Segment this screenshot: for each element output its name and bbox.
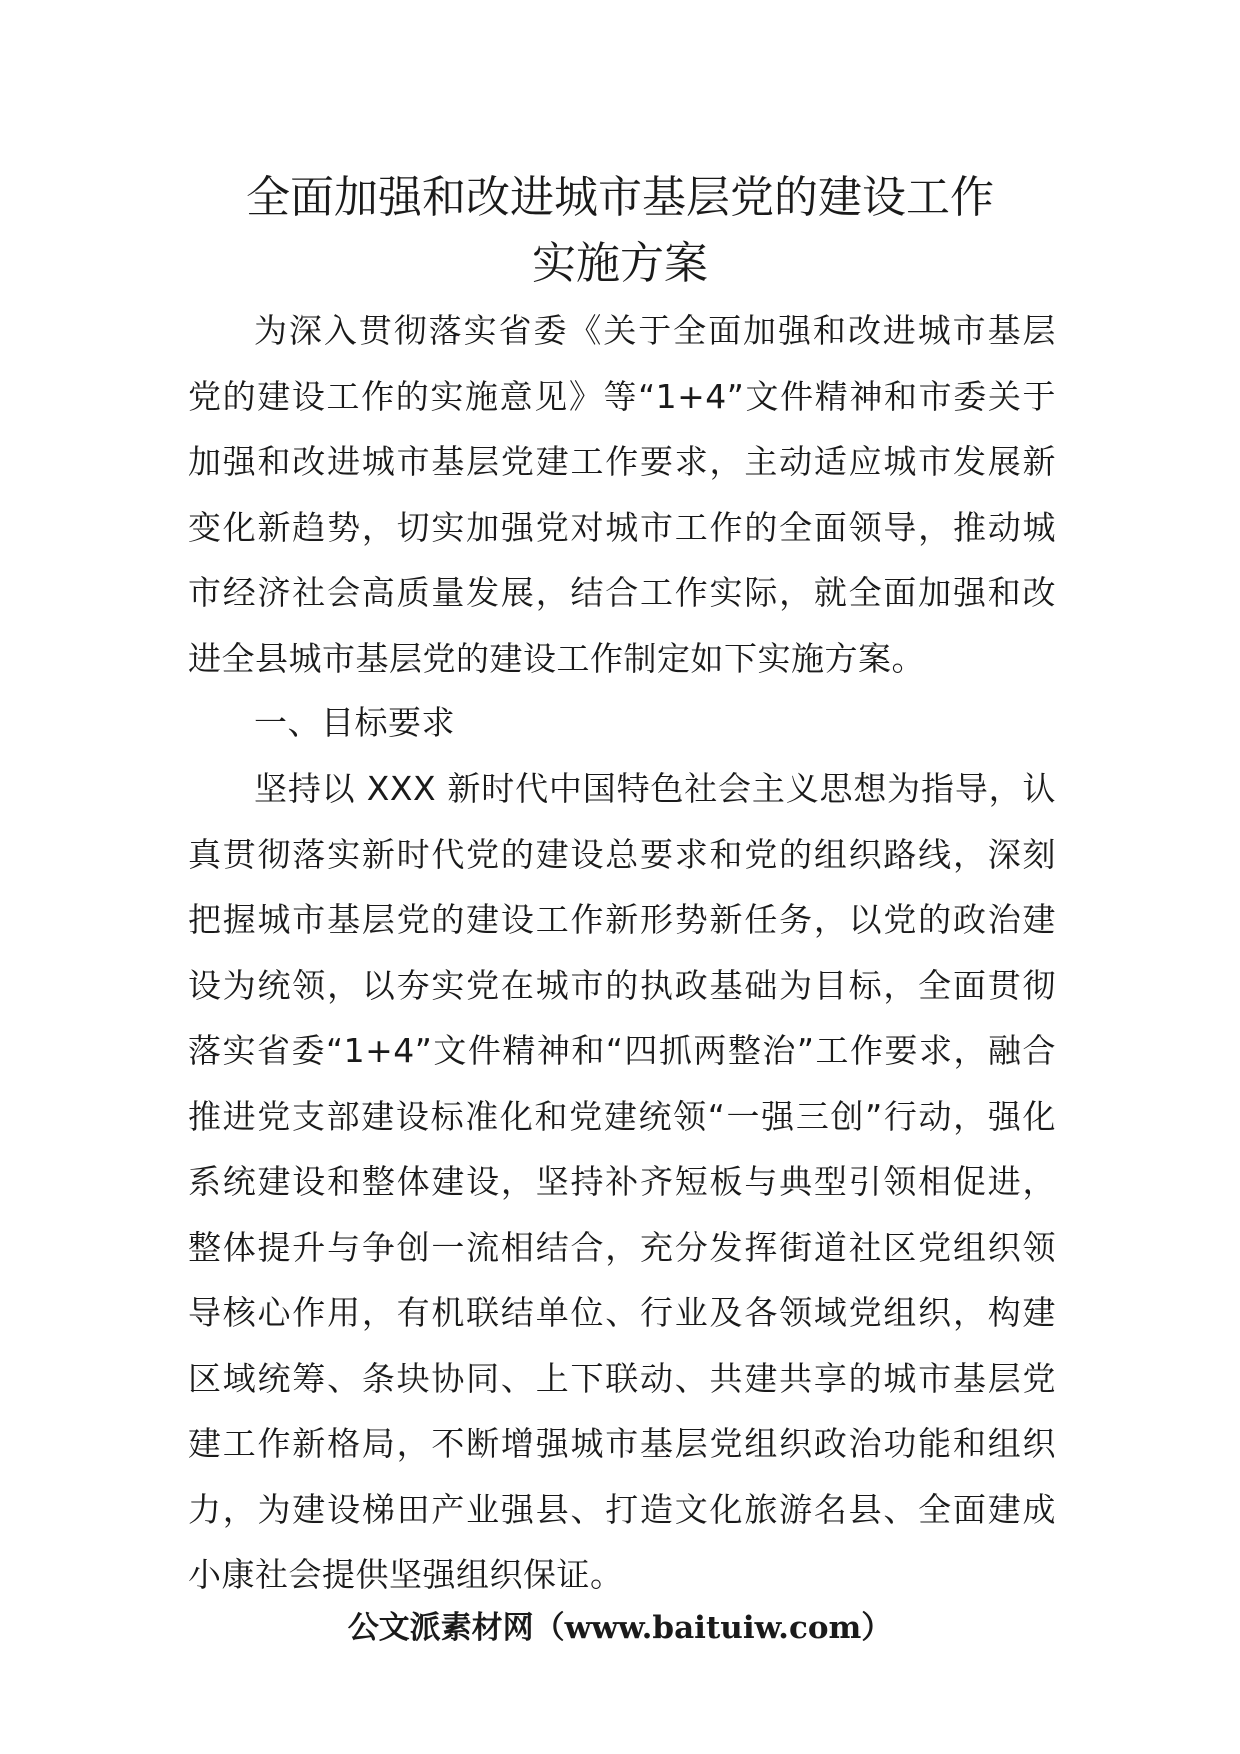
section-heading-goals: 一、目标要求 xyxy=(254,703,455,742)
section-paragraph-goals: 坚持以 XXX 新时代中国特色社会主义思想为指导，认真贯彻落实新时代党的建设总要求和党的组织路线，深刻把握城市基层党的建设工作新形势新任务，以党的政治建设为统领，以夯实党在城市的执政基础为目标，全面贯彻落实省委“1+4”文件精神和“四抓两整治”工作要求，融合推进党支部建设标准化和党建统领“一强三创”行动，强化系统建设和整体建设，坚持补齐短板与典型引领相促进，整体提升与争创一流相结合，充分发挥街道社区党组织领导核心作用，有机联结单位、行业及各领域党组织，构建区域统筹、条块协同、上下联动、共建共享的城市基层党建工作新格局，不断增强城市基层党组织政治功能和组织力，为建设梯田产业强县、打造文化旅游名县、全面建成小康社会提供坚强组织保证。 xyxy=(188,769,1056,1594)
document-title-line1: 全面加强和改进城市基层党的建设工作 xyxy=(246,172,994,223)
document-title-line2: 实施方案 xyxy=(532,238,708,289)
footer-watermark: 公文派素材网（www.baituiw.com） xyxy=(347,1610,893,1646)
intro-paragraph: 为深入贯彻落实省委《关于全面加强和改进城市基层党的建设工作的实施意见》等“1+4”文件精神和市委关于加强和改进城市基层党建工作要求，主动适应城市发展新变化新趋势，切实加强党对城市工作的全面领导，推动城市经济社会高质量发展，结合工作实际，就全面加强和改进全县城市基层党的建设工作制定如下实施方案。 xyxy=(188,311,1056,678)
